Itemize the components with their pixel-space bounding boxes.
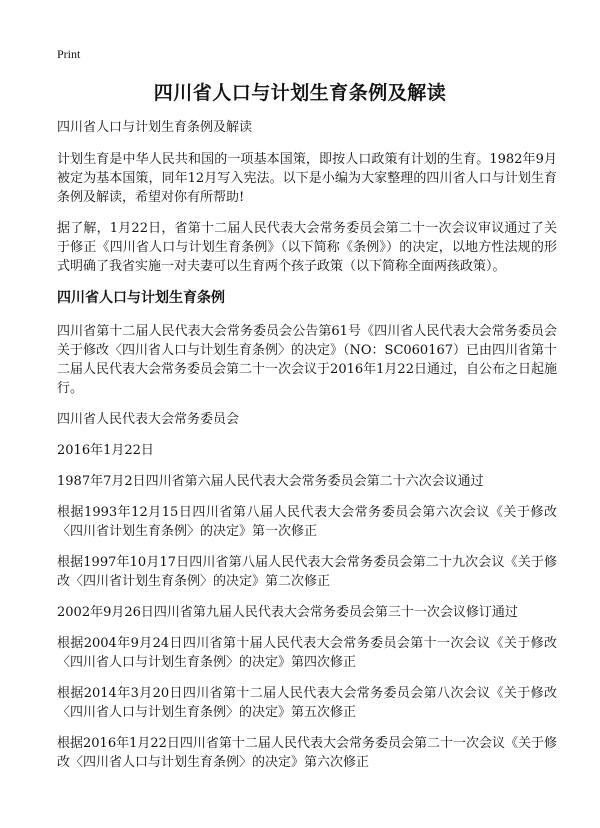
page-title: 四川省人口与计划生育条例及解读 (153, 82, 447, 104)
history-item: 2002年9月26日四川省第九届人民代表大会常务委员会第三十一次会议修订通过 (57, 605, 518, 620)
history-item: 1987年7月2日四川省第六届人民代表大会常务委员会第二十六次会议通过 (57, 474, 484, 489)
regulation-section-title: 四川省人口与计划生育条例 (57, 290, 225, 306)
document-body (57, 118, 557, 784)
issuer-line: 四川省人民代表大会常务委员会 (57, 412, 240, 427)
intro-paragraph-1: 计划生育是中华人民共和国的一项基本国策，即按人口政策有计划的生育。1982年9月被定为基本国策，同年12月写入宪法。以下是小编为大家整理的四川省人口与计划生育条例及解读，希望对你有所帮助! (57, 152, 557, 205)
history-item: 根据1993年12月15日四川省第八届人民代表大会常务委员会第六次会议《关于修改〈四川省计划生育条例〉的决定》第一次修正 (57, 505, 557, 539)
history-item: 根据2016年1月22日四川省第十二届人民代表大会常务委员会第二十一次会议《关于修改〈四川省人口与计划生育条例〉的决定》第六次修正 (57, 736, 557, 770)
intro-subheading: 四川省人口与计划生育条例及解读 (57, 120, 253, 135)
intro-paragraph-2: 据了解，1月22日，省第十二届人民代表大会常务委员会第二十一次会议审议通过了关于修正《四川省人口与计划生育条例》（以下简称《条例》）的决定，以地方性法规的形式明确了我省实施一对夫妻可以生育两个孩子政策（以下简称全面两孩政策）。 (57, 221, 557, 274)
history-item: 根据2004年9月24日四川省第十届人民代表大会常务委员会第十一次会议《关于修改〈四川省人口与计划生育条例〉的决定》第四次修正 (57, 636, 557, 670)
print-label[interactable]: Print (57, 47, 81, 61)
history-item: 根据1997年10月17日四川省第八届人民代表大会常务委员会第二十九次会议《关于修改〈四川省计划生育条例〉的决定》第二次修正 (57, 555, 557, 589)
history-item: 根据2014年3月20日四川省第十二届人民代表大会常务委员会第八次会议《关于修改〈四川省人口与计划生育条例〉的决定》第五次修正 (57, 686, 557, 720)
date-line: 2016年1月22日 (57, 443, 154, 458)
announcement-paragraph: 四川省第十二届人民代表大会常务委员会公告第61号《四川省人民代表大会常务委员会关于修改〈四川省人口与计划生育条例〉的决定》（NO：SC060167）已由四川省第十二届人民代表大会常务委员会第二十一次会议于2016年1月22日通过，自公布之日起施行。 (57, 324, 558, 396)
